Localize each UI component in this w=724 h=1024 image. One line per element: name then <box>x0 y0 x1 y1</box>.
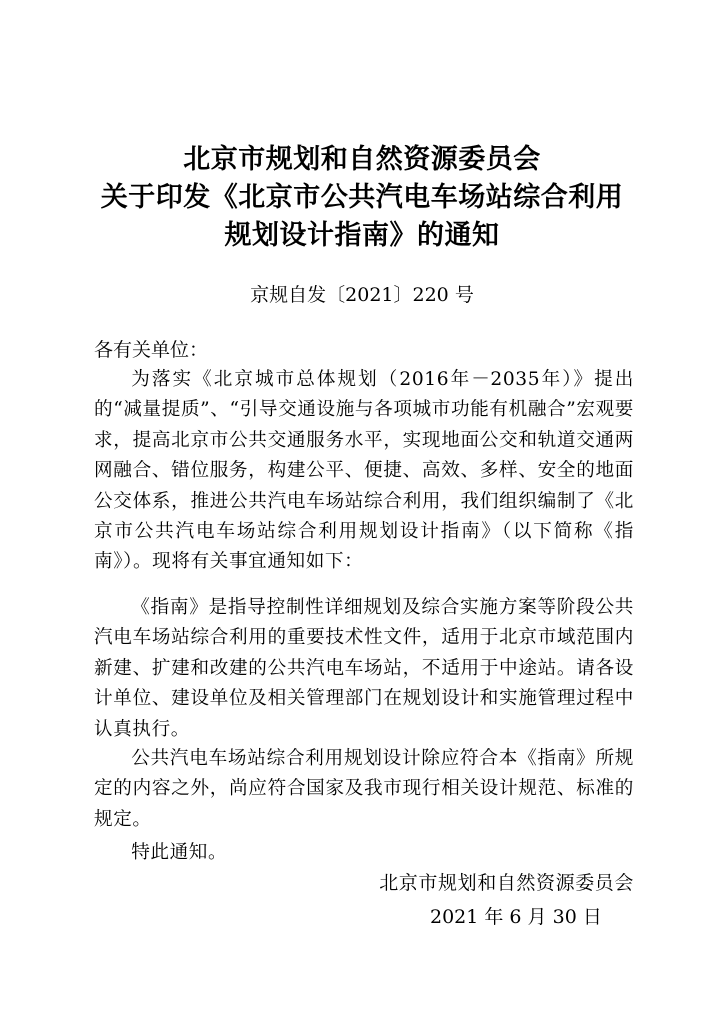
title-line-2: 关于印发《北京市公共汽电车场站综合利用 <box>100 182 624 213</box>
issuer-signature: 北京市规划和自然资源委员会 <box>379 872 634 894</box>
title-line-1: 北京市规划和自然资源委员会 <box>183 144 541 175</box>
issue-date: 2021 年 6 月 30 日 <box>430 906 602 928</box>
title-line-3: 规划设计指南》的通知 <box>224 220 500 251</box>
body-paragraph-1: 为落实《北京城市总体规划（2016年－2035年）》提出的“减量提质”、“引导交通设施与各项城市功能有机融合”宏观要求，提高北京市公共交通服务水平，实现地面公交和轨道交通两网融合、错位服务，构建公平、便捷、高效、多样、安全的地面公交体系，推进公共汽电车场站综合利用，我们组织编制了《北京市公共汽电车场站综合利用规划设计指南》（以下简称《指南》）。现将有关事宜通知如下： <box>94 369 634 573</box>
body-paragraph-3: 公共汽电车场站综合利用规划设计除应符合本《指南》所规定的内容之外，尚应符合国家及我市现行相关设计规范、标准的规定。 <box>94 748 634 830</box>
body-paragraph-2: 《指南》是指导控制性详细规划及综合实施方案等阶段公共汽电车场站综合利用的重要技术性文件，适用于北京市域范围内新建、扩建和改建的公共汽电车场站，不适用于中途站。请各设计单位、建设单位及相关管理部门在规划设计和实施管理过程中认真执行。 <box>94 597 634 740</box>
document-number: 京规自发〔2021〕220 号 <box>250 284 474 306</box>
salutation: 各有关单位： <box>94 339 209 361</box>
body-paragraph-4: 特此通知。 <box>131 842 228 863</box>
